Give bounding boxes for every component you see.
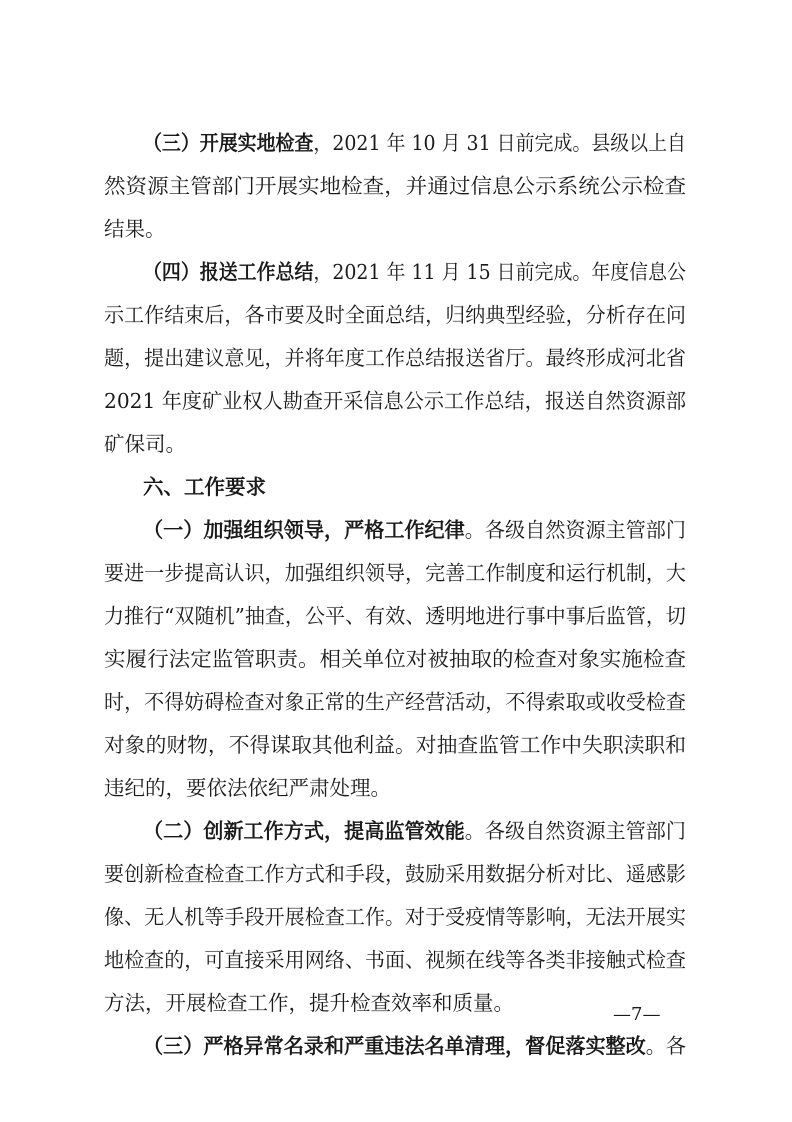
text-line-content: [104, 690, 686, 714]
text-line-content: [104, 776, 391, 800]
text-line-content: [104, 905, 686, 929]
text-line-content: [104, 303, 686, 327]
text-line-content: [104, 561, 686, 585]
text-line-content: [104, 174, 686, 198]
page-number: —7—: [613, 1004, 661, 1025]
bold-heading-text: （三）开展实地检查: [143, 131, 314, 155]
text-line-content: [143, 475, 266, 499]
text-line-content: [104, 217, 166, 241]
body-text-segment: 像、无人机等手段开展检查工作。对于受疫情等影响，无法开展实: [104, 905, 686, 929]
body-text-segment: 对象的财物，不得谋取其他利益。对抽查监管工作中失职渎职和: [104, 733, 686, 757]
body-text-segment: 矿保司。: [104, 432, 186, 456]
body-text-segment: 示工作结束后，各市要及时全面总结，归纳典型经验，分析存在问: [104, 303, 686, 327]
body-text-segment: ，2021 年 10 月 31 日前完成。县级以上自: [313, 131, 686, 155]
text-line-content: [104, 862, 686, 886]
bold-heading-text: （四）报送工作总结: [143, 260, 314, 284]
text-line-content: [143, 260, 686, 284]
body-text-segment: 力推行“双随机”抽查，公平、有效、透明地进行事中事后监管，切: [104, 604, 686, 628]
text-line-content: [104, 991, 514, 1015]
body-text-segment: 地检查的，可直接采用网络、书面、视频在线等各类非接触式检查: [104, 948, 686, 972]
text-line-content: [143, 1034, 686, 1058]
text-line-content: [143, 819, 686, 843]
text-line-content: [143, 518, 686, 542]
text-line-content: [104, 733, 686, 757]
body-text-segment: 违纪的，要依法依纪严肃处理。: [104, 776, 391, 800]
bold-heading-text: 六、工作要求: [143, 475, 266, 499]
text-line-content: [104, 647, 686, 671]
body-text-segment: ，2021 年 11 月 15 日前完成。年度信息公: [313, 260, 686, 284]
body-text-segment: 实履行法定监管职责。相关单位对被抽取的检查对象实施检查: [104, 647, 686, 671]
bold-heading-text: （一）加强组织领导，严格工作纪律: [143, 518, 465, 542]
body-text-segment: 方法，开展检查工作，提升检查效率和质量。: [104, 991, 514, 1015]
body-text-segment: 。各: [645, 1034, 686, 1058]
body-text-segment: 结果。: [104, 217, 166, 241]
body-text-segment: 。各级自然资源主管部门: [464, 518, 686, 542]
text-line-content: [143, 131, 686, 155]
body-text-segment: 题，提出建议意见，并将年度工作总结报送省厅。最终形成河北省: [104, 346, 686, 370]
body-text-segment: 要进一步提高认识，加强组织领导，完善工作制度和运行机制，大: [104, 561, 686, 585]
bold-heading-text: （三）严格异常名录和严重违法名单清理，督促落实整改: [143, 1034, 646, 1058]
bold-heading-text: （二）创新工作方式，提高监管效能: [143, 819, 465, 843]
text-line-content: [104, 346, 686, 370]
body-text-segment: 然资源主管部门开展实地检查，并通过信息公示系统公示检查: [104, 174, 686, 198]
body-text-segment: 2021 年度矿业权人勘查开采信息公示工作总结，报送自然资源部: [104, 389, 686, 413]
text-line-content: [104, 432, 186, 456]
body-text-segment: 要创新检查检查工作方式和手段，鼓励采用数据分析对比、遥感影: [104, 862, 686, 886]
body-text-segment: 时，不得妨碍检查对象正常的生产经营活动，不得索取或收受检查: [104, 690, 686, 714]
text-line-content: [104, 604, 686, 628]
text-line-content: [104, 389, 686, 413]
text-line-content: [104, 948, 686, 972]
body-text-segment: 。各级自然资源主管部门: [464, 819, 686, 843]
